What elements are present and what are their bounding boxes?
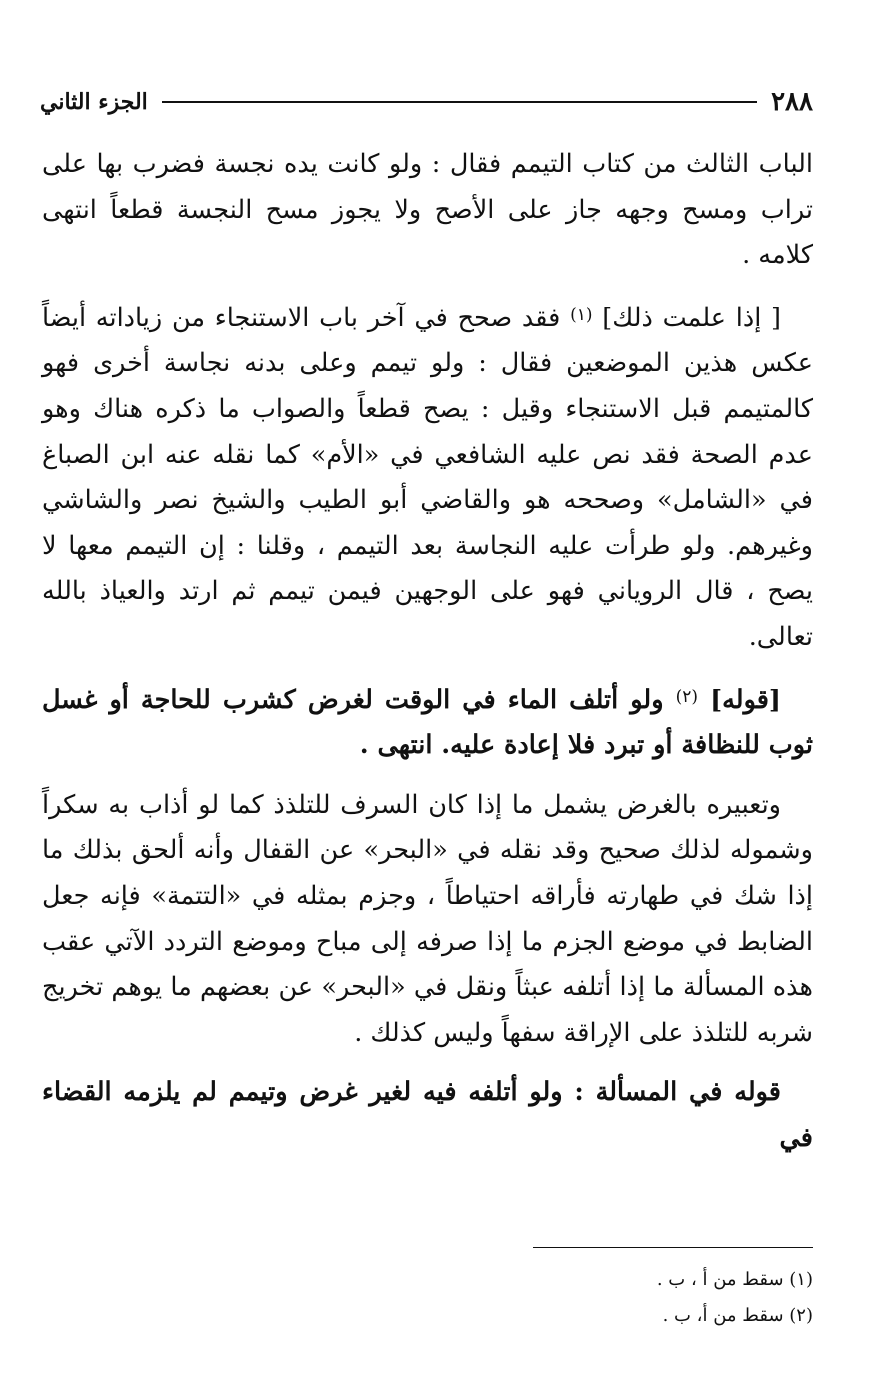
volume-title: الجزء الثاني [40,89,148,115]
page-number: ٢٨٨ [771,87,813,117]
paragraph-2 [42,293,813,661]
running-header [40,82,813,122]
paragraph-2-lead: [ إذا علمت ذلك] [592,302,781,333]
footnotes [42,1262,813,1334]
paragraph-3-body: ولو أتلف الماء في الوقت لغرض كشرب للحاجة أو غسل ثوب للنظافة أو تبرد فلا إعادة عليه. انتهى . [42,684,813,761]
paragraph-4: وتعبيره بالغرض يشمل ما إذا كان السرف للتلذذ كما لو أذاب به سكراً وشموله لذلك صحيح وقد نقله في «البحر» عن القفال وأنه ألحق بذلك ما إذا شك في طهارته فأراقه احتياطاً ، وجزم بمثله في «التتمة» فإنه جعل الضابط في موضع الجزم ما إذا صرفه إلى مباح وموضع التردد الآتي عقب هذه المسألة ما إذا أتلفه عبثاً ونقل في «البحر» عن بعضهم ما يوهم تخريج شربه للتلذذ على الإراقة سفهاً وليس كذلك . [42,789,813,1048]
paragraph-1: الباب الثالث من كتاب التيمم فقال : ولو كانت يده نجسة فضرب بها على تراب ومسح وجهه جاز على الأصح ولا يجوز مسح النجسة قطعاً انتهى كلامه . [42,149,813,271]
footnote-ref-2: (٢) [675,686,698,707]
footnote-ref-1: (١) [570,304,593,325]
footnote-rule [533,1247,813,1248]
footnote-2: (٢) سقط من أ، ب . [662,1305,813,1326]
paragraph-3-quote [42,675,813,769]
header-rule [162,101,757,103]
paragraph-2-body: فقد صحح في آخر باب الاستنجاء من زياداته أيضاً عكس هذين الموضعين فقال : ولو تيمم وعلى بدنه نجاسة أخرى فهو كالمتيمم قبل الاستنجاء وقيل : يصح قطعاً والصواب ما ذكره هناك وهو عدم الصحة فقد نص عليه الشافعي في «الأم» كما نقله عنه ابن الصباغ في «الشامل» وصححه هو والقاضي أبو الطيب والشيخ نصر والشاشي وغيرهم. ولو طرأت عليه النجاسة بعد التيمم ، وقلنا : إن التيمم معها لا يصح ، قال الروياني فهو على الوجهين فيمن تيمم ثم ارتد والعياذ بالله تعالى. [42,302,813,652]
paragraph-5-quote: قوله في المسألة : ولو أتلفه فيه لغير غرض وتيمم لم يلزمه القضاء في [42,1077,813,1153]
body-text [42,142,813,1161]
paragraph-3-lead: [قوله] [698,684,781,715]
footnote-1: (١) سقط من أ ، ب . [656,1269,813,1290]
